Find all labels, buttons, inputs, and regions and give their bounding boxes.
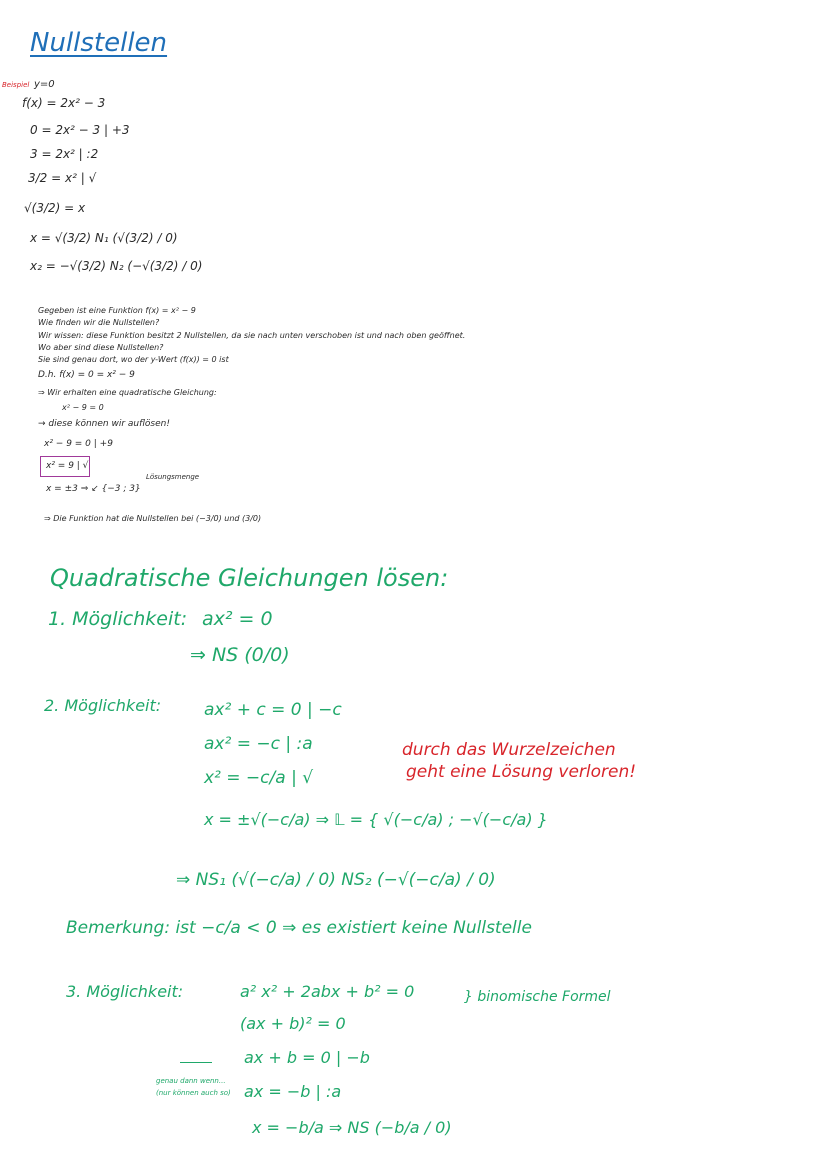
note-line-5: Sie sind genau dort, wo der y-Wert (f(x)) = 0 ist xyxy=(38,355,229,364)
example-line-4: 3/2 = x² | √ xyxy=(28,171,97,185)
note-line-8: x² − 9 = 0 xyxy=(62,403,104,412)
m3-equivalence-arrow xyxy=(180,1062,212,1063)
example-line-1: f(x) = 2x² − 3 xyxy=(22,96,106,110)
m2-line-1: ax² + c = 0 | −c xyxy=(204,700,342,720)
m2-line-2: ax² = −c | :a xyxy=(204,734,313,754)
note-line-3: Wir wissen: diese Funktion besitzt 2 Nullstellen, da sie nach unten verschoben ist und nach oben geöffnet. xyxy=(38,331,466,340)
m3-line-4: ax = −b | :a xyxy=(244,1082,342,1101)
m3-line-5: x = −b/a ⇒ NS (−b/a / 0) xyxy=(252,1118,452,1137)
note-line-12: x = ±3 ⇒ ↙ {−3 ; 3} xyxy=(46,484,141,494)
example-line-3: 3 = 2x² | :2 xyxy=(30,147,99,161)
section-title: Quadratische Gleichungen lösen: xyxy=(50,564,449,592)
page-title: Nullstellen xyxy=(30,28,168,58)
note-line-10: x² − 9 = 0 | +9 xyxy=(44,439,113,449)
example-y-condition: y=0 xyxy=(34,79,55,90)
m1-label: 1. Möglichkeit: xyxy=(48,608,188,630)
note-line-1: Gegeben ist eine Funktion f(x) = x² − 9 xyxy=(38,306,196,315)
example-line-6: x = √(3/2) N₁ (√(3/2) / 0) xyxy=(30,231,178,245)
note-line-9: → diese können wir auflösen! xyxy=(38,419,170,429)
example-line-2: 0 = 2x² − 3 | +3 xyxy=(30,123,130,137)
note-line-6: D.h. f(x) = 0 = x² − 9 xyxy=(38,370,135,380)
m3-line-3: ax + b = 0 | −b xyxy=(244,1048,370,1067)
note-line-7: ⇒ Wir erhalten eine quadratische Gleichung: xyxy=(38,388,217,397)
m3-label: 3. Möglichkeit: xyxy=(66,982,184,1001)
m2-label: 2. Möglichkeit: xyxy=(44,696,162,715)
note-line-11: x² = 9 | √ xyxy=(46,461,89,471)
m3-line-2: (ax + b)² = 0 xyxy=(240,1014,346,1033)
m2-line-4: x = ±√(−c/a) ⇒ 𝕃 = { √(−c/a) ; −√(−c/a) } xyxy=(204,810,548,829)
m3-brace-note: } binomische Formel xyxy=(464,989,611,1005)
m2-line-3: x² = −c/a | √ xyxy=(204,768,314,788)
example-line-5: √(3/2) = x xyxy=(24,201,86,215)
m2-note-line-1: durch das Wurzelzeichen xyxy=(402,740,616,760)
loesungsmenge-label: Lösungsmenge xyxy=(146,473,200,481)
m3-line-1: a² x² + 2abx + b² = 0 xyxy=(240,982,415,1001)
note-line-2: Wie finden wir die Nullstellen? xyxy=(38,318,160,327)
example-tag: Beispiel xyxy=(2,81,30,89)
m2-note-line-2: geht eine Lösung verloren! xyxy=(406,762,637,782)
m2-remark: Bemerkung: ist −c/a < 0 ⇒ es existiert keine Nullstelle xyxy=(66,918,532,938)
m1-equation: ax² = 0 xyxy=(202,608,273,630)
m3-side-note-1: genau dann wenn... xyxy=(156,1077,226,1085)
m2-result: ⇒ NS₁ (√(−c/a) / 0) NS₂ (−√(−c/a) / 0) xyxy=(176,870,496,890)
m3-side-note-2: (nur können auch so) xyxy=(156,1089,231,1097)
note-line-13: ⇒ Die Funktion hat die Nullstellen bei (−3/0) und (3/0) xyxy=(44,514,262,523)
m1-result: ⇒ NS (0/0) xyxy=(190,644,290,666)
note-line-4: Wo aber sind diese Nullstellen? xyxy=(38,343,164,352)
example-line-7: x₂ = −√(3/2) N₂ (−√(3/2) / 0) xyxy=(30,259,203,273)
